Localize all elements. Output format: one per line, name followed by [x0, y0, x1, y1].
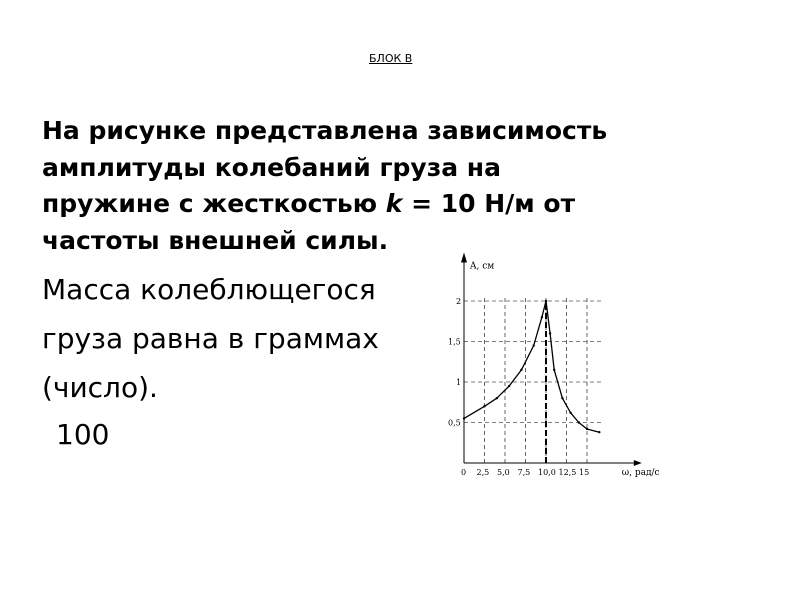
x-tick-label: 10,0 — [538, 468, 556, 477]
y-tick-label: 1,5 — [448, 337, 461, 347]
x-tick-label: 7,5 — [517, 468, 531, 477]
resonance-graph-svg — [428, 233, 728, 483]
question-line-2: груза равна в граммах — [42, 322, 379, 355]
y-tick-label: 1 — [456, 378, 462, 387]
data-point — [508, 385, 510, 387]
x-axis-arrow — [634, 460, 642, 466]
x-tick-label: 5,0 — [497, 468, 510, 477]
data-point — [586, 428, 588, 430]
data-point — [545, 300, 547, 302]
data-point — [520, 369, 522, 371]
y-axis-label: A, см — [470, 261, 495, 272]
data-point — [483, 405, 485, 407]
x-axis-label: ω, рад/с — [621, 468, 660, 478]
answer-value: 100 — [56, 418, 110, 451]
data-point — [496, 397, 498, 399]
problem-line-4: частоты внешней силы. — [42, 225, 389, 255]
question-line-3: (число). — [42, 371, 158, 404]
data-point — [569, 412, 571, 414]
problem-line-3 — [42, 186, 762, 223]
stiffness-variable: k — [385, 189, 403, 218]
data-point — [598, 431, 600, 433]
data-point — [561, 397, 563, 399]
data-point — [541, 316, 543, 318]
x-tick-label: 15 — [579, 468, 590, 477]
x-tick-label: 0 — [461, 468, 467, 477]
question-line-1: Масса колеблющегося — [42, 273, 376, 306]
x-tick-label: 2,5 — [476, 468, 490, 477]
problem-line-2: амплитуды колебаний груза на — [42, 152, 501, 182]
y-tick-label: 0,5 — [448, 418, 461, 428]
question-text — [42, 265, 379, 412]
problem-line-3-end: = 10 Н/м от — [402, 189, 576, 218]
data-point — [549, 332, 551, 334]
data-point — [533, 344, 535, 346]
data-point — [578, 421, 580, 423]
data-point — [553, 369, 555, 371]
x-tick-label: 12,5 — [558, 468, 577, 477]
resonance-graph — [428, 233, 728, 483]
problem-line-3-start: пружине с жесткостью — [42, 189, 386, 218]
data-point — [463, 417, 465, 419]
y-axis-arrow — [461, 253, 467, 263]
block-header: БЛОК В — [369, 52, 413, 65]
problem-line-1: На рисунке представлена зависимость — [42, 116, 608, 145]
y-tick-label: 2 — [456, 297, 462, 306]
